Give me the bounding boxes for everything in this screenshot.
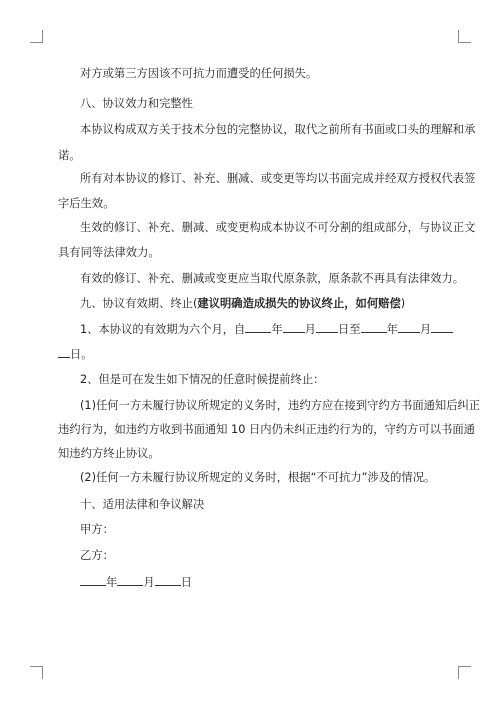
- section-9-heading-prefix: 九、协议有效期、终止(: [80, 297, 198, 310]
- sign-day-blank: [155, 574, 181, 586]
- end-day-label: 日。: [70, 348, 93, 361]
- crop-mark-bottom-left: [30, 666, 43, 679]
- end-day-blank-part-2: [58, 346, 70, 358]
- start-year-blank: [245, 321, 271, 333]
- section-8-para-3-line-1: 生效的修订、补充、删减、或变更构成本协议不可分割的组成部分，与协议正文: [80, 221, 476, 234]
- section-9-heading-note: 建议明确造成损失的协议终止，如何赔偿: [197, 297, 401, 310]
- start-month-blank: [283, 321, 305, 333]
- start-day-blank: [316, 321, 338, 333]
- termination-clause-1-line-3: 知违约方终止协议。: [58, 447, 160, 460]
- end-month-blank: [398, 321, 420, 333]
- start-day-label: 日至: [337, 323, 361, 336]
- sign-day-label: 日: [180, 576, 192, 589]
- party-b-label: 乙方：: [80, 549, 114, 562]
- end-year-label: 年: [386, 323, 398, 336]
- party-a-label: 甲方：: [80, 523, 114, 536]
- section-8-para-2-line-2: 字后生效。: [58, 197, 115, 210]
- sign-month-blank: [117, 574, 143, 586]
- termination-clause-1-line-2: 违约行为，如违约方收到书面通知 10 日内仍未纠正违约行为的，守约方可以书面通: [58, 423, 475, 436]
- section-8-para-1-line-2: 诺。: [58, 149, 81, 162]
- section-8-para-2-line-1: 所有对本协议的修订、补充、删减、或变更等均以书面完成并经双方授权代表签: [80, 172, 476, 185]
- sign-year-label: 年: [106, 576, 118, 589]
- crop-mark-top-right: [458, 30, 471, 43]
- section-9-heading: [80, 296, 448, 312]
- start-month-label: 月: [304, 323, 316, 336]
- end-month-label: 月: [419, 323, 432, 336]
- section-8-heading: 八、协议效力和完整性: [80, 97, 193, 110]
- sign-month-label: 月: [143, 576, 155, 589]
- termination-clause-1-line-1: (1)任何一方未履行协议所规定的义务时，违约方应在接到守约方书面通知后纠正: [80, 399, 481, 412]
- validity-period-line-2: [58, 346, 448, 363]
- validity-period-line-1: [80, 321, 448, 338]
- validity-text-intro: 1、本协议的有效期为六个月，自: [80, 323, 246, 336]
- section-9-heading-suffix: ): [400, 297, 406, 310]
- start-year-label: 年: [271, 323, 283, 336]
- crop-mark-top-left: [30, 30, 43, 43]
- early-termination-intro: 2、但是可在发生如下情况的任意时候提前终止：: [80, 373, 325, 386]
- end-year-blank: [361, 321, 387, 333]
- section-8-para-3-line-2: 具有同等法律效力。: [58, 246, 160, 259]
- force-majeure-tail: 对方或第三方因该不可抗力而遭受的任何损失。: [80, 67, 318, 80]
- signature-date: [80, 574, 448, 591]
- end-day-blank-part-1: [431, 321, 453, 333]
- termination-clause-2: (2)任何一方未履行协议所规定的义务时，根据“不可抗力”涉及的情况。: [80, 471, 436, 484]
- sign-year-blank: [80, 574, 106, 586]
- crop-mark-bottom-right: [458, 666, 471, 679]
- section-10-heading: 十、适用法律和争议解决: [80, 498, 205, 511]
- section-8-para-4: 有效的修订、补充、删减或变更应当取代原条款，原条款不再具有法律效力。: [80, 272, 465, 285]
- section-8-para-1-line-1: 本协议构成双方关于技术分包的完整协议，取代之前所有书面或口头的理解和承: [80, 123, 476, 136]
